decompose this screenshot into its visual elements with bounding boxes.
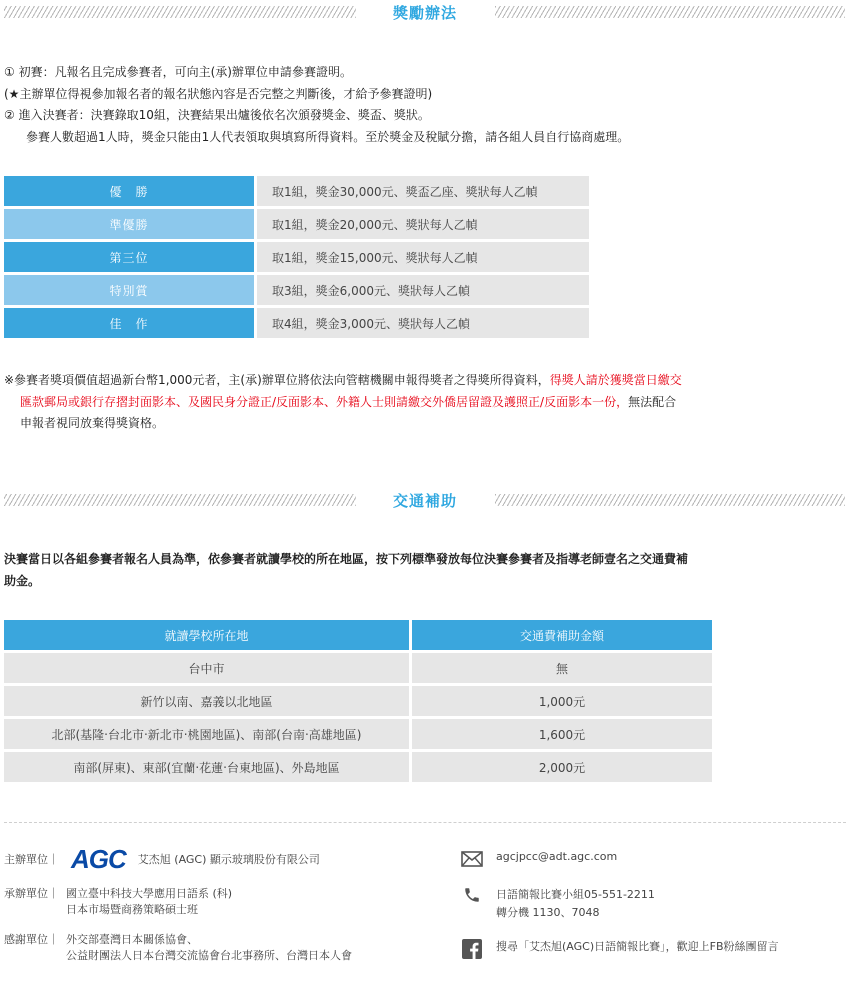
phone-icon (460, 886, 484, 908)
phone-text (496, 886, 655, 922)
thanks-label: 感謝單位｜ (4, 933, 59, 946)
transport-line: 助金。 (4, 573, 41, 588)
co-organizer-line: 日本市場暨商務策略碩士班 (66, 903, 198, 916)
phone-line: 日語簡報比賽小組05-551-2211 (496, 888, 655, 901)
notice-red-text: 得獎人請於獲獎當日繳交 (549, 373, 682, 387)
organizer-row (4, 844, 444, 874)
footer-organizers (4, 844, 444, 964)
co-organizer-row (4, 886, 444, 918)
award-row (4, 209, 589, 239)
award-desc: 取1組，獎金30,000元、獎盃乙座、獎狀每人乙幀 (257, 176, 589, 206)
co-organizer-label: 承辦單位｜ (4, 887, 59, 900)
transport-description (4, 549, 814, 592)
rule-line: ② 進入決賽者：決賽錄取10組，決賽結果出爐後依名次頒發獎金、獎盃、獎狀。 (4, 108, 430, 122)
mail-icon (460, 848, 484, 870)
email-row (460, 848, 617, 870)
notice-line (4, 370, 814, 392)
notice-text: 無法配合 (628, 394, 677, 409)
organizer-label: 主辦單位｜ (4, 853, 59, 866)
hatch-decoration-right (495, 494, 845, 506)
agc-logo: AGC (71, 844, 126, 874)
table-row (4, 653, 712, 683)
award-desc: 取1組，獎金20,000元、獎狀每人乙幀 (257, 209, 589, 239)
rule-line: 參賽人數超過1人時，獎金只能由1人代表領取與填寫所得資料。至於獎金及稅賦分擔，請各組人員自行協商處理。 (26, 129, 630, 144)
award-name: 優 勝 (4, 176, 254, 206)
awards-rules (4, 62, 844, 148)
award-name: 特別賞 (4, 275, 254, 305)
awards-table (4, 176, 589, 341)
award-name: 第三位 (4, 242, 254, 272)
award-row (4, 275, 589, 305)
rule-line: ① 初賽：凡報名且完成參賽者，可向主(承)辦單位申請參賽證明。 (4, 65, 352, 79)
notice-text: ※參賽者獎項價值超過新台幣1,000元者，主(承)辦單位將依法向管轄機關申報得獎者之得獎所得資料， (4, 373, 550, 387)
awards-section-header (0, 0, 850, 24)
transport-section-header (0, 488, 850, 512)
facebook-text: 搜尋「艾杰旭(AGC)日語簡報比賽」，歡迎上FB粉絲團留言 (496, 940, 779, 953)
hatch-decoration-left (4, 6, 356, 18)
rule-line: (★主辦單位得視參加報名者的報名狀態內容是否完整之判斷後，才給予參賽證明) (4, 86, 433, 101)
transport-table (4, 620, 712, 785)
footer-divider (4, 822, 846, 823)
award-row (4, 176, 589, 206)
award-desc: 取3組，獎金6,000元、獎狀每人乙幀 (257, 275, 589, 305)
award-desc: 取1組，獎金15,000元、獎狀每人乙幀 (257, 242, 589, 272)
table-cell-area: 新竹以南、嘉義以北地區 (4, 686, 409, 716)
co-organizer-names (66, 886, 232, 918)
transport-line: 決賽當日以各組參賽者報名人員為準，依參賽者就讀學校的所在地區，按下列標準發放每位決賽參賽者及指導老師壹名之交通費補 (4, 552, 689, 566)
award-name: 佳 作 (4, 308, 254, 338)
table-cell-amount: 無 (412, 653, 712, 683)
phone-extension: 轉分機 1130、7048 (496, 906, 600, 919)
table-header-cell: 就讀學校所在地 (4, 620, 409, 650)
phone-row (460, 886, 655, 922)
thanks-names (66, 932, 352, 964)
facebook-row (460, 938, 779, 960)
hatch-decoration-left (4, 494, 356, 506)
email-text[interactable]: agcjpcc@adt.agc.com (496, 850, 618, 863)
table-cell-amount: 1,000元 (412, 686, 712, 716)
table-header-cell: 交通費補助金額 (412, 620, 712, 650)
award-desc: 取4組，獎金3,000元、獎狀每人乙幀 (257, 308, 589, 338)
table-cell-area: 南部(屏東)、東部(宜蘭‧花蓮‧台東地區)、外島地區 (4, 752, 409, 782)
organizer-name: 艾杰旭 (AGC) 顯示玻璃股份有限公司 (137, 853, 320, 866)
award-row (4, 308, 589, 338)
table-cell-amount: 1,600元 (412, 719, 712, 749)
award-row (4, 242, 589, 272)
co-organizer-line: 國立臺中科技大學應用日語系 (科) (66, 887, 233, 900)
facebook-icon[interactable] (460, 938, 484, 960)
thanks-row (4, 932, 444, 964)
thanks-line: 外交部臺灣日本關係協會、 (66, 933, 198, 946)
notice-line: 申報者視同放棄得獎資格。 (20, 416, 165, 430)
table-cell-area: 台中市 (4, 653, 409, 683)
notice-red-text: 匯款郵局或銀行存摺封面影本、及國民身分證正/反面影本、外籍人士則請繳交外僑居留證及護照正/反面影本一份， (20, 394, 629, 409)
thanks-line: 公益財團法人日本台灣交流協會台北事務所、台灣日本人會 (66, 949, 352, 962)
table-row (4, 752, 712, 782)
tax-notice (4, 370, 814, 435)
table-header-row (4, 620, 712, 650)
awards-section-title: 獎勵辦法 (392, 3, 457, 22)
award-name: 準優勝 (4, 209, 254, 239)
hatch-decoration-right (495, 6, 845, 18)
table-row (4, 686, 712, 716)
table-cell-area: 北部(基隆‧台北市‧新北市‧桃園地區)、南部(台南‧高雄地區) (4, 719, 409, 749)
transport-section-title: 交通補助 (392, 491, 457, 510)
table-row (4, 719, 712, 749)
notice-line (4, 392, 814, 414)
table-cell-amount: 2,000元 (412, 752, 712, 782)
